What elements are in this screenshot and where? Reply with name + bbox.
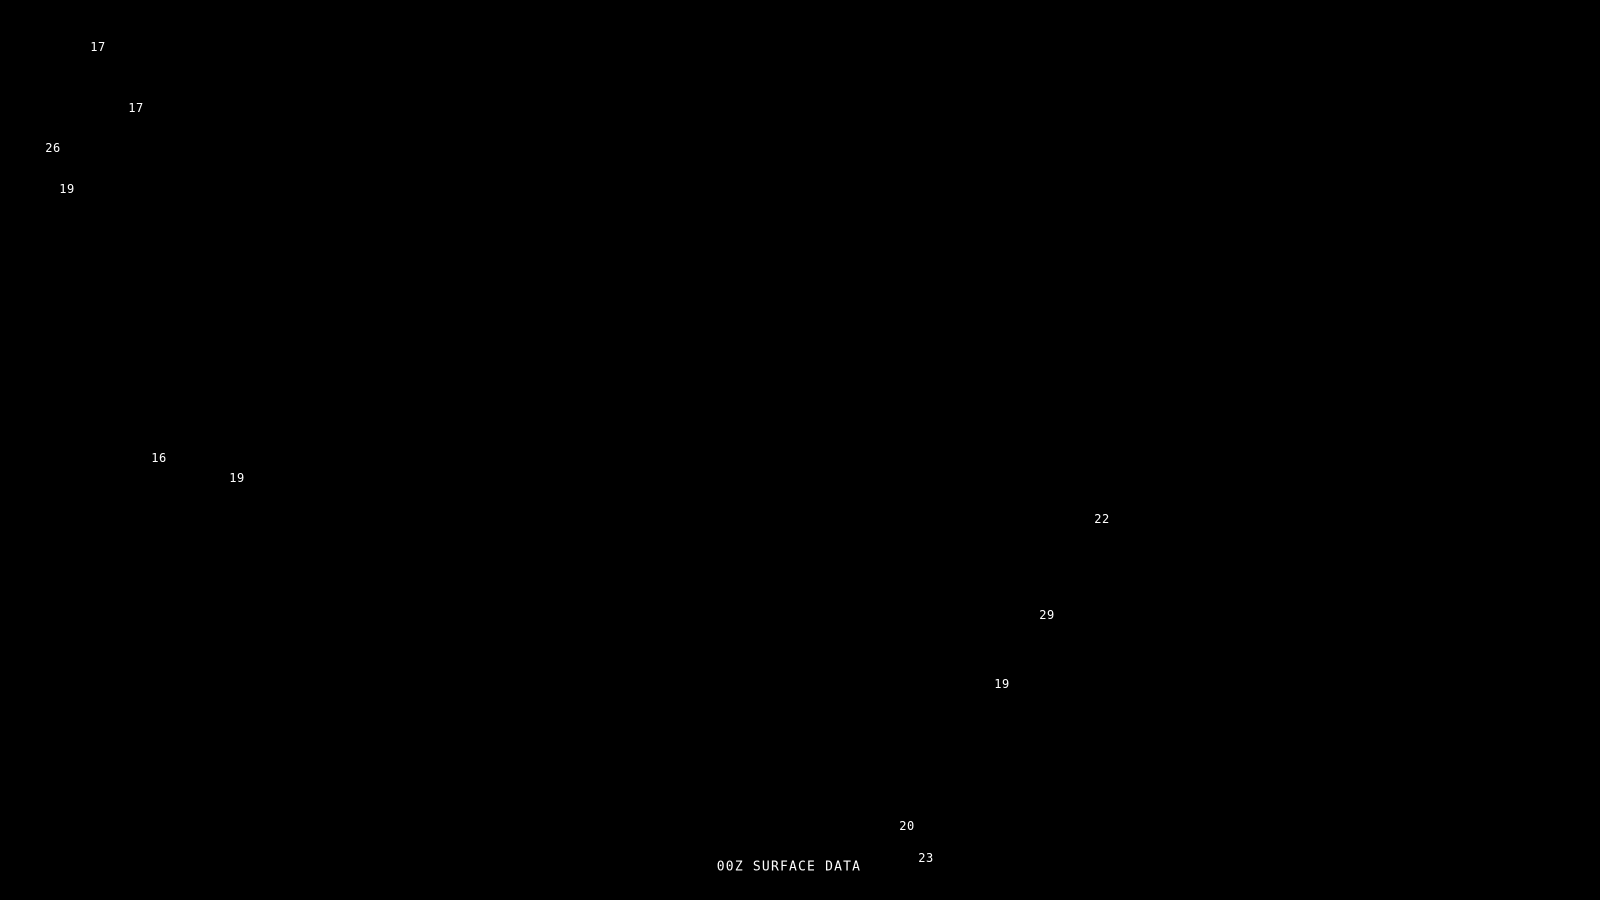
station-temperature-label: 17 — [128, 101, 144, 115]
station-temperature-label: 23 — [918, 851, 934, 865]
chart-caption: 00Z SURFACE DATA — [716, 859, 862, 875]
station-temperature-label: 17 — [90, 40, 106, 54]
station-temperature-label: 20 — [899, 819, 915, 833]
station-temperature-label: 22 — [1094, 512, 1110, 526]
station-temperature-label: 19 — [229, 471, 245, 485]
station-temperature-label: 16 — [151, 451, 167, 465]
station-temperature-label: 19 — [994, 677, 1010, 691]
station-temperature-label: 19 — [59, 182, 75, 196]
station-temperature-label: 26 — [45, 141, 61, 155]
station-temperature-label: 29 — [1039, 608, 1055, 622]
